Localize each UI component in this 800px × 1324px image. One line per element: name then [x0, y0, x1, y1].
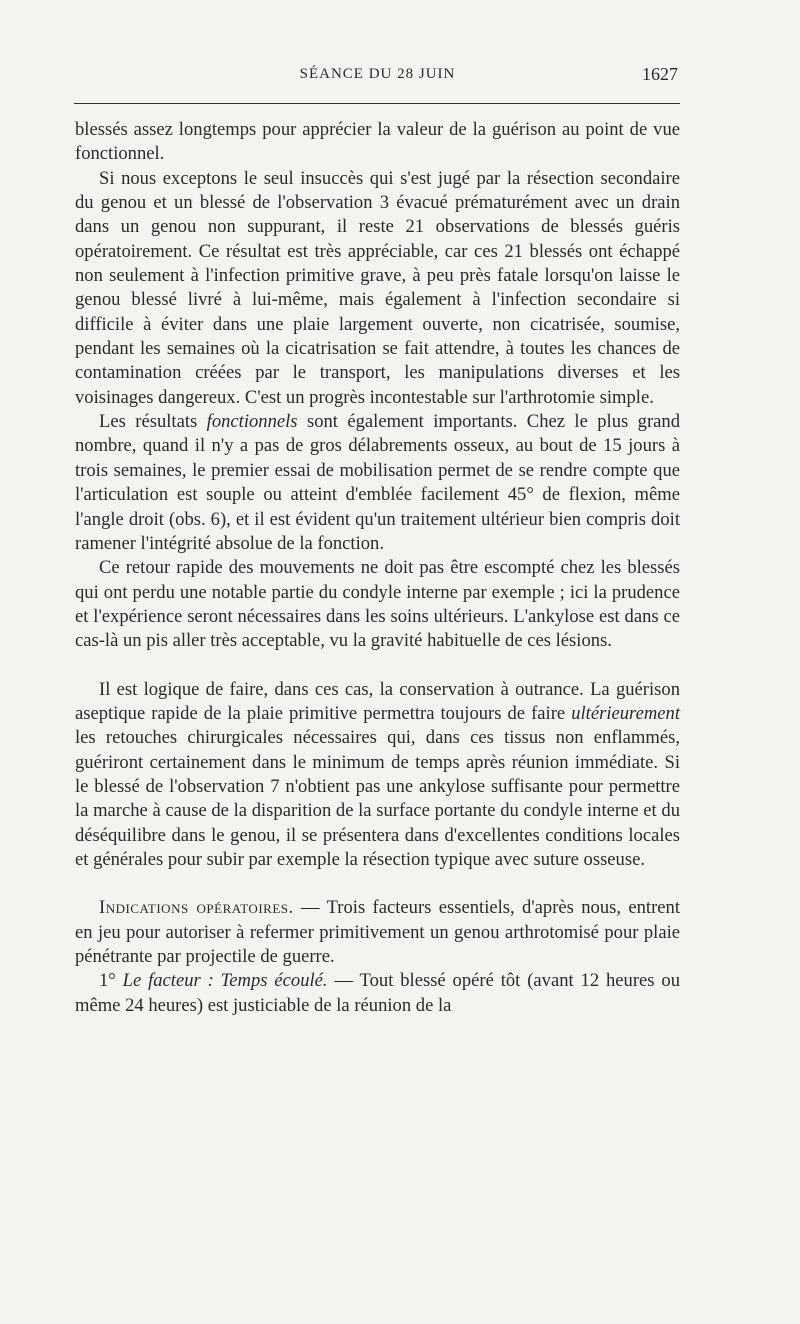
italic-term: Le facteur : Temps écoulé. — [122, 970, 328, 992]
paragraph-factor-time: 1° Le facteur : Temps écoulé. — Tout blessé opéré tôt (avant 12 heures ou même 24 heures) est justiciable de la réunion de la — [75, 970, 680, 1016]
italic-term: fonctionnels — [206, 411, 298, 433]
paragraph-indications: Indications opératoires. — Trois facteurs essentiels, d'après nous, entrent en jeu pour autoriser à refermer primitivement un genou arthrotomisé pour plaie pénétrante par projectile de guerre. — [75, 897, 680, 967]
paragraph-gap — [75, 654, 680, 678]
paragraph-gap — [75, 872, 680, 896]
body-text — [75, 118, 680, 1018]
paragraph-conservation: Il est logique de faire, dans ces cas, la conservation à outrance. La guérison aseptique rapide de la plaie primitive permettra toujours de faire ultérieurement les retouches chirurgicales nécessaires qui, dans ces tissus non enflammés, guériront certainement dans le minimum de temps après réunion immédiate. Si le blessé de l'observation 7 n'obtient pas une ankylose suffisante pour permettre la marche à cause de la disparition de la surface portante du condyle interne et du déséquilibre dans le genou, il se présentera dans d'excellentes conditions locales et générales pour subir par exemple la résection typique avec suture osseuse. — [75, 678, 680, 870]
paragraph-mobility: Ce retour rapide des mouvements ne doit pas être escompté chez les blessés qui ont perdu une notable partie du condyle interne par exemple ; ici la prudence et l'expérience seront nécessaires dans les soins ultérieurs. L'ankylose est dans ce cas-là un pis aller très acceptable, vu la gravité habituelle de ces lésions. — [75, 557, 680, 652]
page-header — [75, 62, 680, 88]
section-heading: Indications opératoires. — [99, 897, 294, 919]
paragraph-continuation: blessés assez longtemps pour apprécier la valeur de la guérison au point de vue fonctionnel. — [75, 119, 680, 165]
running-title: SÉANCE DU 28 JUIN — [299, 66, 456, 82]
paragraph-functional-results: Les résultats fonctionnels sont également importants. Chez le plus grand nombre, quand il n'y a pas de gros délabrements osseux, au bout de 15 jours à trois semaines, le premier essai de mobilisation permet de se rendre compte que l'articulation est souple ou atteint d'emblée facilement 45° de flexion, même l'angle droit (obs. 6), et il est évident qu'un traitement ultérieur bien compris doit ramener l'intégrité absolue de la fonction. — [75, 411, 680, 554]
italic-term: ultérieurement — [571, 702, 680, 724]
page-number: 1627 — [642, 64, 678, 84]
header-rule — [74, 103, 680, 104]
paragraph-results: Si nous exceptons le seul insuccès qui s'est jugé par la résection secondaire du genou et un blessé de l'observation 3 évacué prématurément avec un drain dans un genou non suppurant, il reste 21 observations de blessés guéris opératoirement. Ce résultat est très appréciable, car ces 21 blessés ont échappé non seulement à l'infection primitive grave, à peu près fatale lorsqu'on laisse le genou blessé livré à lui-même, mais également à l'infection secondaire si difficile à éviter dans une plaie largement ouverte, non cicatrisée, soumise, pendant les semaines où la cicatrisation se fait attendre, à toutes les chances de contamination créées par le transport, les manipulations diverses et les voisinages dangereux. C'est un progrès incontestable sur l'arthrotomie simple. — [75, 167, 680, 408]
